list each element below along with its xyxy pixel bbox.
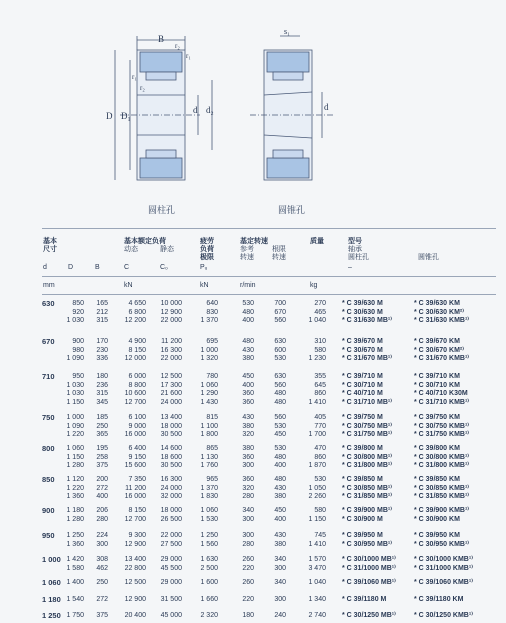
header-designation: 型号 [348,238,362,245]
cell-m: 580 1 150 [308,507,326,523]
cell-B: 224 300 [96,532,108,548]
dim-label-r2: r₂ [175,42,180,50]
cell-D: 850 920 1 030 [66,300,84,325]
cell-m: 355 645 860 1 410 [308,373,326,406]
dim-label-d-taper: d [324,102,329,112]
cell-Pu: 695 1 000 1 320 [200,338,218,363]
header-fatigue: 疲劳 负荷 极限 [200,238,214,261]
cell-d: 710 [42,372,55,381]
cell-lim: 700 670 560 [274,300,286,325]
cell-tap: * C 39/630 KM * C 30/630 KM²⁾ * C 31/630 KMB¹⁾ [414,300,470,325]
cell-C0: 13 400 18 000 30 500 [160,414,182,439]
cell-Pu: 1 060 1 530 [200,507,218,523]
cell-Pu: 865 1 130 1 760 [200,445,218,470]
cell-B: 375 [96,612,108,619]
cell-tap: * C 39/800 KM * C 30/800 KMB¹⁾ * C 31/800 KMB¹⁾ [414,445,470,470]
cell-tap: * C 39/1060 KMB¹⁾ [414,579,473,586]
cell-C: 13 400 22 800 [124,556,146,572]
cell-tap: * C 39/750 KM * C 30/750 KMB¹⁾ * C 31/750 KMB¹⁾ [414,414,470,439]
header-load-ratings: 基本额定负荷 [124,238,166,245]
sym-C0: C₀ [160,264,168,271]
cell-tap: * C 39/670 KM * C 30/670 KM²⁾ * C 31/670 KMB¹⁾ [414,338,470,363]
cell-D: 1 060 1 150 1 280 [66,445,84,470]
cell-B: 250 [96,579,108,586]
cell-cyl: * C 30/1000 MB¹⁾ * C 31/1000 MB¹⁾ [342,556,396,572]
sym-d: d [43,264,47,271]
header-load-static: 静态 [160,246,174,253]
cell-cyl: * C 39/800 M * C 30/800 MB¹⁾ * C 31/800 MB¹⁾ [342,445,392,470]
cell-d: 800 [42,444,55,453]
cell-Pu: 1 660 [200,596,218,603]
cell-D: 1 540 [66,596,84,603]
cell-lim: 530 480 400 [274,445,286,470]
cell-cyl: * C 39/750 M * C 30/750 MB¹⁾ * C 31/750 MB¹⁾ [342,414,392,439]
sym-B: B [95,264,100,271]
cell-d: 670 [42,337,55,346]
cell-B: 165 212 315 [96,300,108,325]
cell-lim: 300 [274,596,286,603]
cell-C0: 45 000 [160,612,182,619]
cell-m: 310 580 1 230 [308,338,326,363]
header-main-dims: 基本 尺寸 [43,238,57,253]
header-taper-bore: 圆锥孔 [418,254,439,261]
caption-tapered: 圆锥孔 [278,205,306,215]
units-top-rule [42,276,496,277]
header-speed-ref: 参考 转速 [240,246,254,261]
cell-Pu: 1 630 2 500 [200,556,218,572]
cell-m: 405 770 1 700 [308,414,326,439]
cell-C0: 14 600 18 600 30 500 [160,445,182,470]
unit-kN-2: kN [200,282,209,289]
cell-cyl: * C 39/670 M * C 30/670 M * C 31/670 MB¹⁾ [342,338,392,363]
cell-D: 1 000 1 090 1 220 [66,414,84,439]
tapered-bore-drawing [250,36,335,180]
cell-C0: 22 000 27 500 [160,532,182,548]
cell-C: 6 100 9 000 16 000 [124,414,146,439]
cell-D: 950 1 030 1 030 1 150 [66,373,84,406]
cell-d: 1 180 [42,595,61,604]
cell-m: 1 040 [308,579,326,586]
header-cyl-bore: 圆柱孔 [348,254,369,261]
cell-tap: * C 39/850 KM * C 30/850 KMB¹⁾ * C 31/850 KMB¹⁾ [414,476,470,501]
cell-D: 1 120 1 220 1 360 [66,476,84,501]
cell-ref: 380 360 300 [242,445,254,470]
cell-cyl: * C 30/1250 MB¹⁾ [342,612,396,619]
cell-cyl: * C 39/1060 MB¹⁾ [342,579,396,586]
cell-ref: 480 430 380 [242,338,254,363]
cell-C: 12 500 [124,579,146,586]
cell-Pu: 780 1 060 1 290 1 430 [200,373,218,406]
cell-ref: 530 480 400 [242,300,254,325]
cell-B: 185 250 365 [96,414,108,439]
dim-label-r2b: r₂ [140,84,145,92]
dim-label-D1: D₁ [121,111,131,121]
cell-ref: 260 [242,579,254,586]
cell-lim: 630 560 480 480 [274,373,286,406]
units-bottom-rule [42,294,496,295]
cell-m: 1 340 [308,596,326,603]
header-designation-sub: 轴承 [348,246,362,253]
cell-B: 180 236 315 345 [96,373,108,406]
unit-rmin: r/min [240,282,256,289]
cell-m: 270 465 1 040 [308,300,326,325]
cell-B: 206 280 [96,507,108,523]
cell-C: 4 650 6 800 12 200 [124,300,146,325]
cell-C0: 31 500 [160,596,182,603]
sym-C: C [124,264,130,271]
cell-lim: 560 530 450 [274,414,286,439]
unit-mm: mm [43,282,55,289]
cell-C: 20 400 [124,612,146,619]
header-load-dynamic: 动态 [124,246,138,253]
cell-C0: 12 500 17 300 21 600 24 000 [160,373,182,406]
cell-ref: 340 300 [242,507,254,523]
cell-ref: 450 400 360 360 [242,373,254,406]
cell-m: 530 1 050 2 260 [308,476,326,501]
dim-label-s1: s₁ [284,27,290,36]
sym-dash: – [348,264,352,271]
cell-tap: * C 39/900 KMB¹⁾ * C 30/900 KM [414,507,470,523]
cell-ref: 300 280 [242,532,254,548]
cell-ref: 260 220 [242,556,254,572]
dim-label-d2: d₂ [206,105,214,115]
header-mass: 质量 [310,238,324,245]
cell-C: 6 400 9 150 15 600 [124,445,146,470]
cell-Pu: 1 600 [200,579,218,586]
cell-d: 630 [42,299,55,308]
bearing-drawing [0,0,506,230]
unit-kg: kg [310,282,318,289]
cell-ref: 220 [242,596,254,603]
cell-cyl: * C 39/900 MB¹⁾ * C 30/900 M [342,507,392,523]
cell-ref: 430 380 320 [242,414,254,439]
cell-d: 1 000 [42,555,61,564]
cell-tap: * C 39/950 KM * C 30/950 KMB¹⁾ [414,532,470,548]
cell-B: 272 [96,596,108,603]
cell-B: 195 258 375 [96,445,108,470]
cell-B: 200 272 400 [96,476,108,501]
cell-m: 745 1 410 [308,532,326,548]
cell-C0: 10 000 12 900 22 000 [160,300,182,325]
cell-d: 1 060 [42,578,61,587]
cell-C: 8 150 12 700 [124,507,146,523]
cell-tap: * C 39/1180 KM [414,596,464,603]
cell-lim: 340 300 [274,556,286,572]
unit-kN: kN [124,282,133,289]
cell-lim: 450 400 [274,507,286,523]
cell-d: 1 250 [42,611,61,620]
cell-m: 1 570 3 470 [308,556,326,572]
cell-C0: 29 000 45 500 [160,556,182,572]
cell-D: 1 420 1 580 [66,556,84,572]
cell-D: 1 400 [66,579,84,586]
cell-cyl: * C 39/1180 M [342,596,387,603]
cell-ref: 180 [242,612,254,619]
cell-d: 750 [42,413,55,422]
cell-C: 4 900 8 150 12 000 [124,338,146,363]
cell-Pu: 640 830 1 370 [200,300,218,325]
dim-label-B: B [158,34,165,44]
dim-label-r1: r₁ [186,52,191,60]
cell-C0: 29 000 [160,579,182,586]
cell-tap: * C 39/710 KM * C 30/710 KM * C 40/710 K30M * C 31/710 KMB¹⁾ [414,373,470,406]
cell-C: 12 900 [124,596,146,603]
cell-tap: * C 30/1250 KMB¹⁾ [414,612,473,619]
cell-d: 950 [42,531,55,540]
cell-D: 1 750 [66,612,84,619]
cell-C0: 16 300 24 000 32 000 [160,476,182,501]
cell-lim: 480 430 380 [274,476,286,501]
caption-cylindrical: 圆柱孔 [148,205,176,215]
cell-C0: 18 000 26 500 [160,507,182,523]
cell-C: 6 000 8 800 10 600 12 700 [124,373,146,406]
cell-d: 900 [42,506,55,515]
cell-B: 170 230 336 [96,338,108,363]
cell-C: 9 300 12 900 [124,532,146,548]
cell-cyl: * C 39/630 M * C 30/630 M * C 31/630 MB¹⁾ [342,300,392,325]
cell-ref: 360 320 280 [242,476,254,501]
header-speed: 基定转速 [240,238,268,245]
dim-label-D: D [106,111,113,121]
cell-Pu: 815 1 100 1 800 [200,414,218,439]
cell-Pu: 1 250 1 560 [200,532,218,548]
cell-D: 1 180 1 280 [66,507,84,523]
cell-B: 308 462 [96,556,108,572]
dim-label-d: d [193,105,198,115]
cell-m: 470 860 1 870 [308,445,326,470]
cell-lim: 340 [274,579,286,586]
cell-d: 850 [42,475,55,484]
sym-D: D [68,264,74,271]
cell-D: 900 980 1 090 [66,338,84,363]
cell-cyl: * C 39/710 M * C 30/710 M * C 40/710 M * C 31/710 MB¹⁾ [342,373,392,406]
dim-label-r1b: r₁ [132,73,137,81]
cell-cyl: * C 39/950 M * C 30/950 MB¹⁾ [342,532,392,548]
sym-Pu: Pᵤ [200,264,208,271]
table-top-rule [42,228,496,229]
cell-lim: 240 [274,612,286,619]
cell-Pu: 965 1 370 1 830 [200,476,218,501]
cell-m: 2 740 [308,612,326,619]
cell-Pu: 2 320 [200,612,218,619]
cell-C: 7 350 11 200 16 000 [124,476,146,501]
cell-cyl: * C 39/850 M * C 30/850 MB¹⁾ * C 31/850 MB¹⁾ [342,476,392,501]
cell-lim: 430 380 [274,532,286,548]
cell-D: 1 250 1 360 [66,532,84,548]
cell-lim: 630 600 530 [274,338,286,363]
header-speed-limit: 根限 转速 [272,246,286,261]
cell-tap: * C 30/1000 KMB¹⁾ * C 31/1000 KMB¹⁾ [414,556,473,572]
cell-C0: 11 200 16 300 22 000 [160,338,182,363]
